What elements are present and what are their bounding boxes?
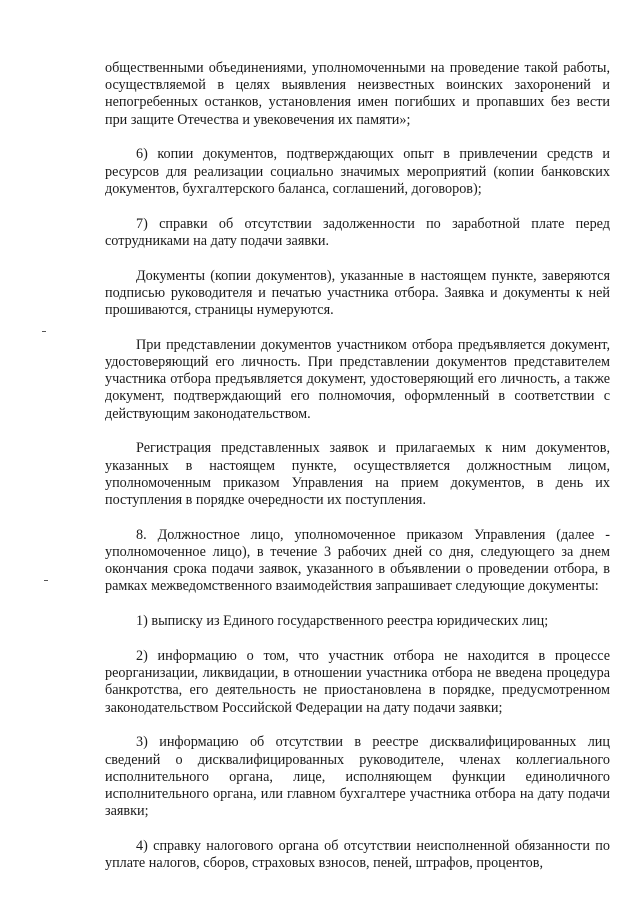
paragraph-certification: Документы (копии документов), указанные в настоящем пункте, заверяются подписью руководителя и печатью участника отбора. Заявка и документы к ней прошиваются, страницы нумеруются.: [105, 267, 610, 319]
document-body: [105, 60, 610, 890]
paragraph-item-6: 6) копии документов, подтверждающих опыт в привлечении средств и ресурсов для реализации социально значимых мероприятий (копии банковских документов, бухгалтерского баланса, соглашений, договоров);: [105, 146, 610, 197]
paragraph-section-8: 8. Должностное лицо, уполномоченное приказом Управления (далее - уполномоченное лицо), в течение 3 рабочих дней со дня, следующего за днем окончания срока подачи заявок, указанного в объявлении о проведении отбора, в рамках межведомственного взаимодействия запрашивает следующие документы:: [105, 526, 610, 595]
paragraph-continuation: общественными объединениями, уполномоченными на проведение такой работы, осуществляемой в целях выявления неизвестных воинских захоронений и непогребенных останков, установления имен погибших и пропавших без вести при защите Отечества и увековечения их памяти»;: [105, 60, 610, 128]
paragraph-request-2: 2) информацию о том, что участник отбора не находится в процессе реорганизации, ликвидации, в отношении участника отбора не введена процедура банкротства, его деятельность не приостановлена в порядке, предусмотренном законодательством Российской Федерации на дату подачи заявки;: [105, 648, 610, 716]
paragraph-request-4: 4) справку налогового органа об отсутствии неисполненной обязанности по уплате налогов, сборов, страховых взносов, пеней, штрафов, процентов,: [105, 838, 610, 872]
paragraph-item-7: 7) справки об отсутствии задолженности по заработной плате перед сотрудниками на дату подачи заявки.: [105, 215, 610, 249]
margin-mark: [42, 331, 46, 332]
paragraph-registration: Регистрация представленных заявок и прилагаемых к ним документов, указанных в настоящем пункте, осуществляется должностным лицом, уполномоченным приказом Управления на прием документов, в день их поступления в порядке очередности их поступления.: [105, 440, 610, 509]
paragraph-identity: При представлении документов участником отбора предъявляется документ, удостоверяющий его личность. При представлении документов представителем участника отбора предъявляется документ, удостоверяющий его личность, а также документ, подтверждающий его полномочия, оформленный в соответствии с действующим законодательством.: [105, 336, 610, 422]
margin-mark: [44, 580, 48, 581]
paragraph-request-1: 1) выписку из Единого государственного реестра юридических лиц;: [136, 613, 549, 630]
paragraph-request-3: 3) информацию об отсутствии в реестре дисквалифицированных лиц сведений о дисквалифицированных руководителе, членах коллегиального исполнительного органа, лице, исполняющем функции единоличного исполнительного органа, или главном бухгалтере участника отбора на дату подачи заявки;: [105, 734, 610, 820]
